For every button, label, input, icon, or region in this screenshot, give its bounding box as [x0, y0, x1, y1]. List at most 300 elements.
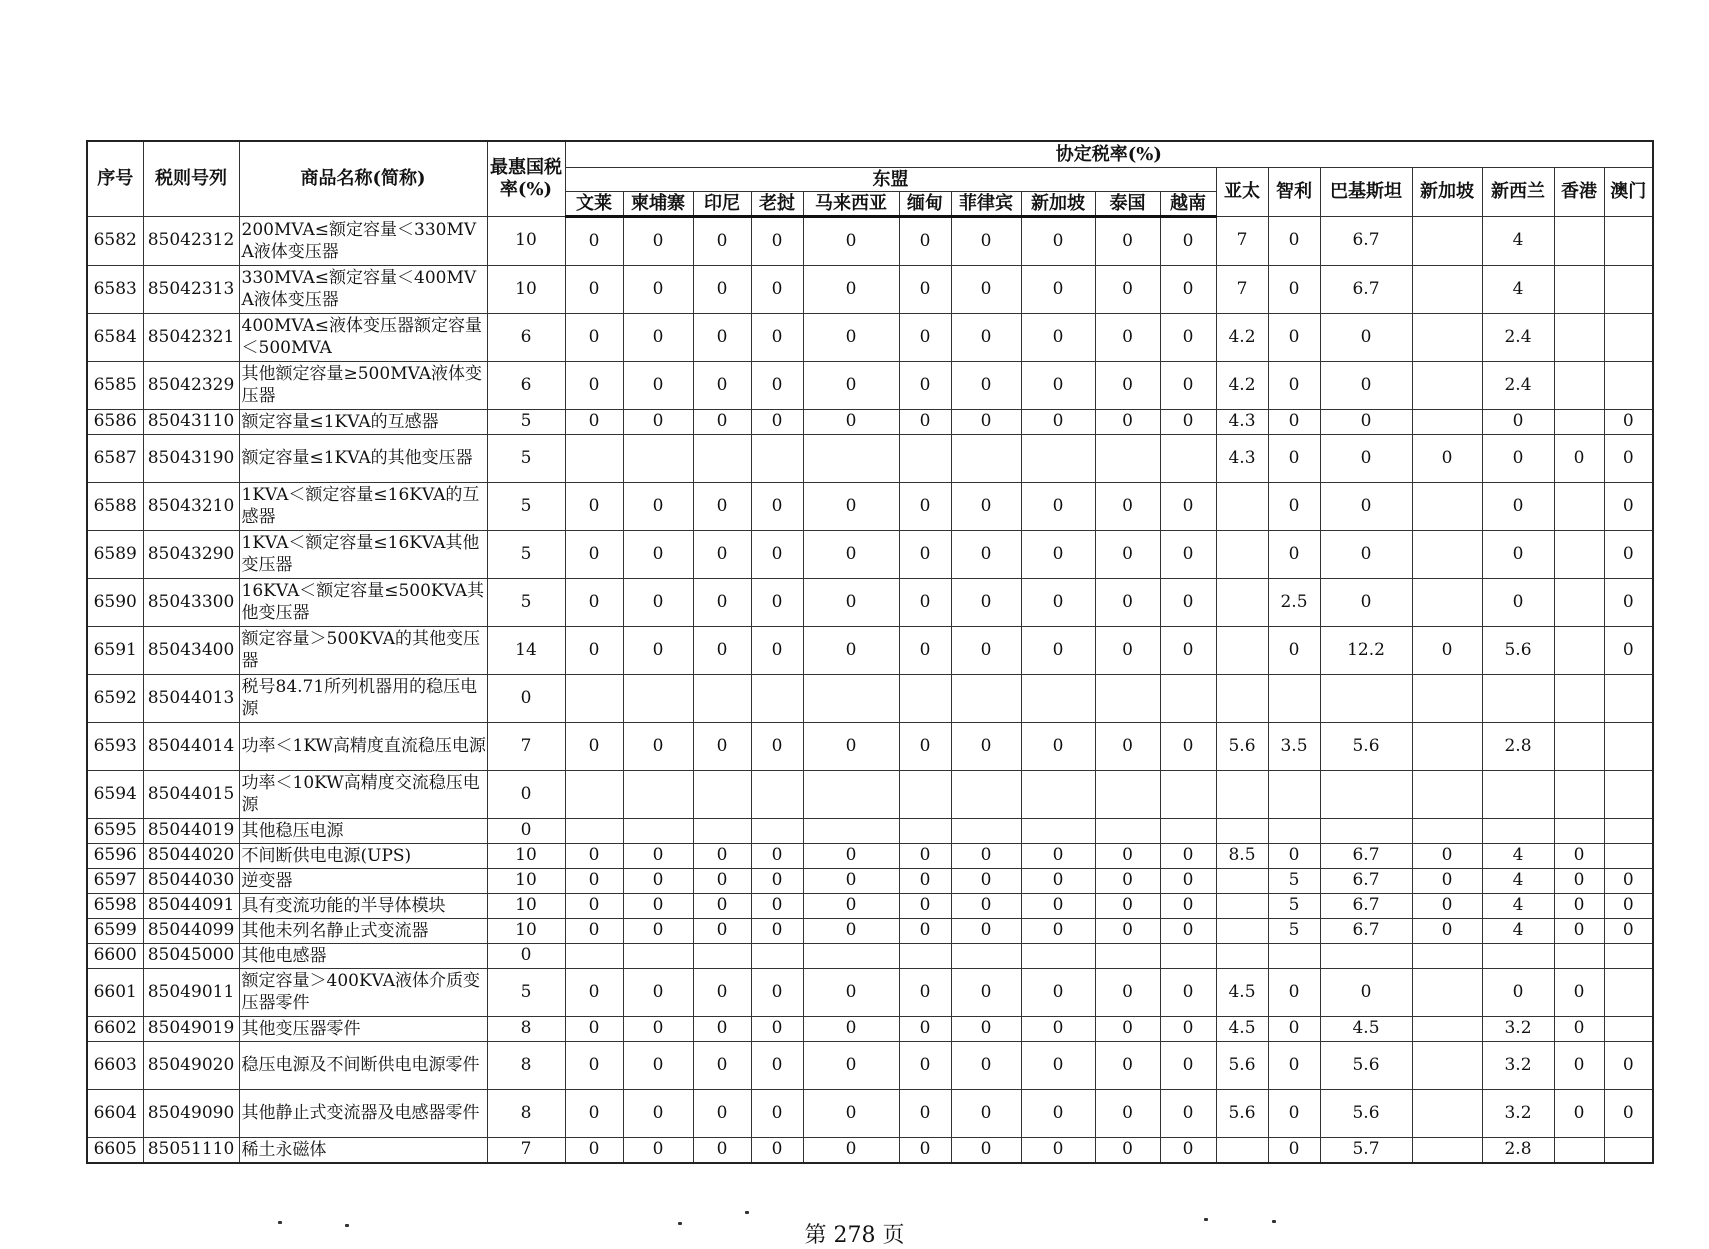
cell-hongkong-rate: 0	[1554, 843, 1604, 868]
cell-hongkong-rate	[1554, 409, 1604, 434]
header-asean-member: 柬埔寨	[623, 191, 693, 216]
cell-asean-rate: 0	[751, 626, 803, 674]
cell-asean-rate: 0	[1021, 722, 1095, 770]
cell-chile-rate: 0	[1268, 626, 1320, 674]
cell-newzealand-rate	[1482, 943, 1554, 968]
cell-name: 额定容量≤1KVA的互感器	[239, 409, 487, 434]
cell-newzealand-rate: 4	[1482, 918, 1554, 943]
cell-code: 85049019	[143, 1016, 239, 1041]
cell-asean-rate	[1095, 770, 1160, 818]
cell-asean-rate: 0	[623, 216, 693, 265]
cell-asean-rate: 0	[565, 265, 623, 313]
cell-seq: 6601	[87, 968, 143, 1016]
cell-hongkong-rate	[1554, 530, 1604, 578]
cell-asean-rate	[751, 818, 803, 843]
cell-asean-rate: 0	[803, 216, 899, 265]
cell-chile-rate	[1268, 818, 1320, 843]
cell-macau-rate	[1604, 1016, 1653, 1041]
cell-asean-rate: 0	[1095, 626, 1160, 674]
tariff-table	[86, 140, 1654, 1164]
cell-asean-rate: 0	[1021, 313, 1095, 361]
cell-asean-rate: 0	[1021, 578, 1095, 626]
cell-asean-rate: 0	[751, 1089, 803, 1137]
cell-macau-rate: 0	[1604, 578, 1653, 626]
cell-asean-rate: 0	[803, 361, 899, 409]
cell-mfn: 5	[487, 434, 565, 482]
cell-asean-rate: 0	[693, 1089, 751, 1137]
cell-asean-rate: 0	[1160, 313, 1216, 361]
cell-asean-rate: 0	[693, 1016, 751, 1041]
cell-asean-rate	[1095, 818, 1160, 843]
cell-code: 85049011	[143, 968, 239, 1016]
cell-asean-rate: 0	[951, 893, 1021, 918]
header-newzealand: 新西兰	[1482, 167, 1554, 216]
cell-asean-rate: 0	[693, 893, 751, 918]
table-row	[87, 893, 1653, 918]
cell-asean-rate: 0	[1021, 1016, 1095, 1041]
header-name: 商品名称(简称)	[239, 141, 487, 216]
cell-hongkong-rate	[1554, 265, 1604, 313]
cell-asean-rate: 0	[693, 530, 751, 578]
cell-asean-rate	[623, 818, 693, 843]
cell-mfn: 7	[487, 722, 565, 770]
cell-mfn: 5	[487, 968, 565, 1016]
cell-hongkong-rate	[1554, 818, 1604, 843]
cell-code: 85042313	[143, 265, 239, 313]
header-asean-member: 老挝	[751, 191, 803, 216]
cell-pakistan-rate: 5.7	[1320, 1137, 1412, 1163]
cell-asean-rate	[751, 943, 803, 968]
cell-asean-rate: 0	[623, 1137, 693, 1163]
cell-chile-rate: 0	[1268, 1137, 1320, 1163]
cell-code: 85043110	[143, 409, 239, 434]
cell-asean-rate: 0	[803, 409, 899, 434]
cell-asean-rate: 0	[803, 578, 899, 626]
cell-asean-rate	[693, 434, 751, 482]
cell-singapore-rate	[1412, 361, 1482, 409]
header-chile: 智利	[1268, 167, 1320, 216]
cell-asean-rate: 0	[751, 578, 803, 626]
cell-apt-rate: 4.2	[1216, 361, 1268, 409]
cell-macau-rate: 0	[1604, 482, 1653, 530]
cell-chile-rate: 5	[1268, 868, 1320, 893]
cell-asean-rate: 0	[623, 843, 693, 868]
cell-newzealand-rate: 0	[1482, 482, 1554, 530]
cell-mfn: 7	[487, 1137, 565, 1163]
cell-newzealand-rate: 2.8	[1482, 722, 1554, 770]
cell-newzealand-rate: 0	[1482, 409, 1554, 434]
cell-asean-rate: 0	[803, 626, 899, 674]
cell-name: 额定容量＞400KVA液体介质变压器零件	[239, 968, 487, 1016]
cell-asean-rate: 0	[565, 1041, 623, 1089]
cell-asean-rate: 0	[1095, 843, 1160, 868]
cell-asean-rate: 0	[565, 216, 623, 265]
table-row	[87, 530, 1653, 578]
cell-macau-rate	[1604, 722, 1653, 770]
cell-mfn: 10	[487, 216, 565, 265]
cell-hongkong-rate	[1554, 626, 1604, 674]
cell-code: 85043400	[143, 626, 239, 674]
cell-mfn: 5	[487, 409, 565, 434]
cell-asean-rate: 0	[803, 1089, 899, 1137]
table-row	[87, 674, 1653, 722]
cell-asean-rate: 0	[1160, 265, 1216, 313]
cell-seq: 6597	[87, 868, 143, 893]
cell-asean-rate: 0	[803, 893, 899, 918]
cell-asean-rate: 0	[899, 361, 951, 409]
cell-hongkong-rate: 0	[1554, 893, 1604, 918]
cell-apt-rate	[1216, 818, 1268, 843]
cell-asean-rate	[803, 434, 899, 482]
cell-asean-rate: 0	[623, 722, 693, 770]
cell-code: 85042312	[143, 216, 239, 265]
cell-macau-rate	[1604, 1137, 1653, 1163]
cell-hongkong-rate: 0	[1554, 918, 1604, 943]
cell-asean-rate: 0	[951, 918, 1021, 943]
cell-asean-rate: 0	[899, 1016, 951, 1041]
cell-name: 具有变流功能的半导体模块	[239, 893, 487, 918]
cell-asean-rate: 0	[1021, 530, 1095, 578]
header-asean-member: 越南	[1160, 191, 1216, 216]
cell-apt-rate	[1216, 943, 1268, 968]
cell-asean-rate: 0	[623, 482, 693, 530]
cell-macau-rate: 0	[1604, 1089, 1653, 1137]
cell-asean-rate: 0	[899, 313, 951, 361]
cell-singapore-rate: 0	[1412, 893, 1482, 918]
cell-asean-rate: 0	[623, 626, 693, 674]
cell-asean-rate: 0	[565, 578, 623, 626]
cell-asean-rate: 0	[899, 1041, 951, 1089]
cell-code: 85043190	[143, 434, 239, 482]
cell-asean-rate: 0	[1095, 530, 1160, 578]
cell-asean-rate: 0	[899, 530, 951, 578]
cell-pakistan-rate: 5.6	[1320, 722, 1412, 770]
cell-asean-rate: 0	[951, 482, 1021, 530]
header-apt: 亚太	[1216, 167, 1268, 216]
header-agreement: 协定税率(%)	[565, 141, 1653, 167]
cell-asean-rate: 0	[951, 1137, 1021, 1163]
scan-speck	[278, 1221, 282, 1224]
cell-name: 不间断供电电源(UPS)	[239, 843, 487, 868]
cell-name: 330MVA≤额定容量＜400MVA液体变压器	[239, 265, 487, 313]
cell-asean-rate	[565, 818, 623, 843]
cell-asean-rate: 0	[1160, 893, 1216, 918]
cell-seq: 6596	[87, 843, 143, 868]
cell-asean-rate: 0	[565, 1137, 623, 1163]
cell-asean-rate: 0	[899, 843, 951, 868]
cell-asean-rate: 0	[1160, 1041, 1216, 1089]
cell-asean-rate	[951, 674, 1021, 722]
cell-asean-rate	[803, 943, 899, 968]
header-asean-member: 新加坡	[1021, 191, 1095, 216]
cell-asean-rate: 0	[751, 313, 803, 361]
cell-asean-rate: 0	[1095, 1089, 1160, 1137]
cell-asean-rate	[1160, 770, 1216, 818]
cell-asean-rate: 0	[623, 868, 693, 893]
header-hongkong: 香港	[1554, 167, 1604, 216]
cell-asean-rate	[751, 434, 803, 482]
cell-mfn: 14	[487, 626, 565, 674]
cell-asean-rate: 0	[951, 722, 1021, 770]
cell-asean-rate: 0	[1095, 893, 1160, 918]
cell-hongkong-rate: 0	[1554, 1089, 1604, 1137]
cell-asean-rate	[693, 818, 751, 843]
cell-code: 85044019	[143, 818, 239, 843]
cell-asean-rate	[899, 434, 951, 482]
cell-apt-rate: 4.5	[1216, 968, 1268, 1016]
cell-singapore-rate	[1412, 674, 1482, 722]
cell-seq: 6600	[87, 943, 143, 968]
cell-asean-rate: 0	[1095, 722, 1160, 770]
cell-seq: 6599	[87, 918, 143, 943]
cell-asean-rate: 0	[693, 843, 751, 868]
cell-asean-rate: 0	[693, 722, 751, 770]
cell-name: 额定容量≤1KVA的其他变压器	[239, 434, 487, 482]
cell-chile-rate: 5	[1268, 918, 1320, 943]
cell-asean-rate: 0	[1021, 968, 1095, 1016]
cell-name: 其他额定容量≥500MVA液体变压器	[239, 361, 487, 409]
cell-mfn: 8	[487, 1041, 565, 1089]
cell-macau-rate: 0	[1604, 626, 1653, 674]
header-asean-member: 印尼	[693, 191, 751, 216]
cell-macau-rate	[1604, 818, 1653, 843]
cell-asean-rate	[693, 674, 751, 722]
cell-chile-rate	[1268, 943, 1320, 968]
cell-asean-rate	[623, 434, 693, 482]
cell-asean-rate	[1095, 943, 1160, 968]
cell-asean-rate	[1021, 674, 1095, 722]
cell-asean-rate: 0	[951, 361, 1021, 409]
cell-asean-rate: 0	[1160, 1137, 1216, 1163]
cell-chile-rate: 0	[1268, 265, 1320, 313]
table-row	[87, 434, 1653, 482]
cell-asean-rate: 0	[951, 530, 1021, 578]
cell-asean-rate	[623, 943, 693, 968]
cell-chile-rate	[1268, 770, 1320, 818]
cell-code: 85045000	[143, 943, 239, 968]
cell-macau-rate	[1604, 313, 1653, 361]
cell-macau-rate	[1604, 674, 1653, 722]
cell-asean-rate: 0	[803, 918, 899, 943]
cell-chile-rate: 0	[1268, 482, 1320, 530]
cell-singapore-rate	[1412, 968, 1482, 1016]
cell-asean-rate	[951, 770, 1021, 818]
cell-singapore-rate: 0	[1412, 626, 1482, 674]
cell-asean-rate: 0	[1160, 843, 1216, 868]
cell-apt-rate	[1216, 868, 1268, 893]
cell-asean-rate: 0	[1160, 216, 1216, 265]
cell-pakistan-rate	[1320, 943, 1412, 968]
cell-asean-rate: 0	[751, 265, 803, 313]
page-number: 第 278 页	[804, 1223, 905, 1248]
cell-asean-rate: 0	[1095, 1137, 1160, 1163]
cell-asean-rate: 0	[623, 361, 693, 409]
table-row	[87, 361, 1653, 409]
cell-asean-rate: 0	[751, 868, 803, 893]
cell-asean-rate: 0	[623, 1089, 693, 1137]
cell-asean-rate	[565, 674, 623, 722]
cell-newzealand-rate: 3.2	[1482, 1089, 1554, 1137]
cell-pakistan-rate	[1320, 818, 1412, 843]
header-asean-member: 马来西亚	[803, 191, 899, 216]
table-row	[87, 968, 1653, 1016]
cell-asean-rate: 0	[751, 409, 803, 434]
cell-asean-rate: 0	[951, 1089, 1021, 1137]
table-row	[87, 1137, 1653, 1163]
cell-asean-rate: 0	[565, 361, 623, 409]
cell-name: 200MVA≤额定容量＜330MVA液体变压器	[239, 216, 487, 265]
scan-speck	[1204, 1218, 1208, 1221]
cell-asean-rate: 0	[1160, 1089, 1216, 1137]
cell-seq: 6592	[87, 674, 143, 722]
cell-asean-rate: 0	[693, 918, 751, 943]
cell-hongkong-rate	[1554, 770, 1604, 818]
cell-name: 400MVA≤液体变压器额定容量＜500MVA	[239, 313, 487, 361]
cell-asean-rate: 0	[803, 482, 899, 530]
cell-hongkong-rate	[1554, 722, 1604, 770]
cell-asean-rate: 0	[803, 868, 899, 893]
header-macau: 澳门	[1604, 167, 1653, 216]
cell-name: 16KVA＜额定容量≤500KVA其他变压器	[239, 578, 487, 626]
cell-name: 其他变压器零件	[239, 1016, 487, 1041]
cell-chile-rate: 2.5	[1268, 578, 1320, 626]
cell-chile-rate: 0	[1268, 313, 1320, 361]
cell-asean-rate: 0	[951, 1041, 1021, 1089]
cell-name: 稀土永磁体	[239, 1137, 487, 1163]
cell-asean-rate: 0	[899, 626, 951, 674]
cell-pakistan-rate: 0	[1320, 968, 1412, 1016]
cell-singapore-rate: 0	[1412, 843, 1482, 868]
cell-asean-rate: 0	[899, 216, 951, 265]
cell-apt-rate	[1216, 674, 1268, 722]
cell-asean-rate	[1095, 674, 1160, 722]
cell-asean-rate	[1021, 434, 1095, 482]
cell-chile-rate: 0	[1268, 434, 1320, 482]
cell-asean-rate: 0	[803, 1041, 899, 1089]
cell-asean-rate: 0	[1095, 1016, 1160, 1041]
cell-seq: 6588	[87, 482, 143, 530]
cell-seq: 6595	[87, 818, 143, 843]
cell-apt-rate: 5.6	[1216, 722, 1268, 770]
cell-pakistan-rate: 12.2	[1320, 626, 1412, 674]
header-asean-member: 文莱	[565, 191, 623, 216]
cell-asean-rate: 0	[693, 868, 751, 893]
cell-pakistan-rate: 5.6	[1320, 1041, 1412, 1089]
cell-pakistan-rate: 5.6	[1320, 1089, 1412, 1137]
cell-asean-rate: 0	[693, 1041, 751, 1089]
cell-apt-rate	[1216, 918, 1268, 943]
cell-newzealand-rate	[1482, 674, 1554, 722]
cell-asean-rate: 0	[899, 409, 951, 434]
cell-hongkong-rate	[1554, 361, 1604, 409]
cell-pakistan-rate: 0	[1320, 434, 1412, 482]
cell-singapore-rate	[1412, 578, 1482, 626]
cell-mfn: 10	[487, 868, 565, 893]
cell-singapore-rate	[1412, 722, 1482, 770]
cell-macau-rate: 0	[1604, 530, 1653, 578]
cell-asean-rate: 0	[623, 1016, 693, 1041]
cell-name: 逆变器	[239, 868, 487, 893]
table-row	[87, 578, 1653, 626]
cell-asean-rate: 0	[623, 409, 693, 434]
cell-asean-rate: 0	[693, 361, 751, 409]
cell-asean-rate: 0	[1021, 1137, 1095, 1163]
table-row	[87, 626, 1653, 674]
cell-mfn: 10	[487, 265, 565, 313]
cell-asean-rate: 0	[1021, 843, 1095, 868]
cell-asean-rate: 0	[899, 868, 951, 893]
cell-singapore-rate	[1412, 313, 1482, 361]
cell-singapore-rate	[1412, 770, 1482, 818]
cell-seq: 6589	[87, 530, 143, 578]
cell-newzealand-rate	[1482, 818, 1554, 843]
cell-apt-rate: 5.6	[1216, 1089, 1268, 1137]
table-body	[87, 216, 1653, 1163]
cell-newzealand-rate: 3.2	[1482, 1016, 1554, 1041]
cell-newzealand-rate: 4	[1482, 893, 1554, 918]
cell-chile-rate: 0	[1268, 530, 1320, 578]
cell-macau-rate	[1604, 943, 1653, 968]
cell-singapore-rate: 0	[1412, 918, 1482, 943]
cell-asean-rate: 0	[899, 578, 951, 626]
cell-singapore-rate	[1412, 1137, 1482, 1163]
cell-asean-rate: 0	[1095, 216, 1160, 265]
cell-chile-rate: 0	[1268, 1041, 1320, 1089]
cell-seq: 6587	[87, 434, 143, 482]
cell-name: 功率＜10KW高精度交流稳压电源	[239, 770, 487, 818]
cell-mfn: 5	[487, 578, 565, 626]
cell-asean-rate	[623, 674, 693, 722]
table-row	[87, 868, 1653, 893]
cell-code: 85044091	[143, 893, 239, 918]
cell-apt-rate: 4.3	[1216, 434, 1268, 482]
cell-asean-rate	[803, 818, 899, 843]
cell-seq: 6603	[87, 1041, 143, 1089]
cell-seq: 6594	[87, 770, 143, 818]
cell-macau-rate: 0	[1604, 893, 1653, 918]
cell-chile-rate: 5	[1268, 893, 1320, 918]
cell-asean-rate: 0	[899, 1089, 951, 1137]
cell-pakistan-rate: 6.7	[1320, 868, 1412, 893]
cell-asean-rate: 0	[623, 265, 693, 313]
header-seq: 序号	[87, 141, 143, 216]
cell-code: 85044015	[143, 770, 239, 818]
cell-asean-rate: 0	[751, 530, 803, 578]
cell-asean-rate: 0	[1095, 1041, 1160, 1089]
cell-apt-rate: 7	[1216, 216, 1268, 265]
cell-asean-rate	[803, 770, 899, 818]
cell-mfn: 0	[487, 818, 565, 843]
cell-macau-rate	[1604, 361, 1653, 409]
cell-asean-rate: 0	[951, 265, 1021, 313]
cell-asean-rate	[693, 770, 751, 818]
cell-chile-rate: 0	[1268, 216, 1320, 265]
cell-hongkong-rate	[1554, 1137, 1604, 1163]
cell-apt-rate	[1216, 893, 1268, 918]
header-mfn: 最惠国税率(%)	[487, 141, 565, 216]
cell-mfn: 10	[487, 918, 565, 943]
cell-asean-rate: 0	[1095, 482, 1160, 530]
header-asean-member: 菲律宾	[951, 191, 1021, 216]
cell-newzealand-rate: 3.2	[1482, 1041, 1554, 1089]
cell-asean-rate: 0	[693, 313, 751, 361]
cell-asean-rate	[1160, 434, 1216, 482]
cell-mfn: 10	[487, 893, 565, 918]
cell-asean-rate: 0	[1021, 1041, 1095, 1089]
cell-name: 1KVA＜额定容量≤16KVA其他变压器	[239, 530, 487, 578]
cell-asean-rate: 0	[751, 968, 803, 1016]
cell-asean-rate: 0	[951, 216, 1021, 265]
